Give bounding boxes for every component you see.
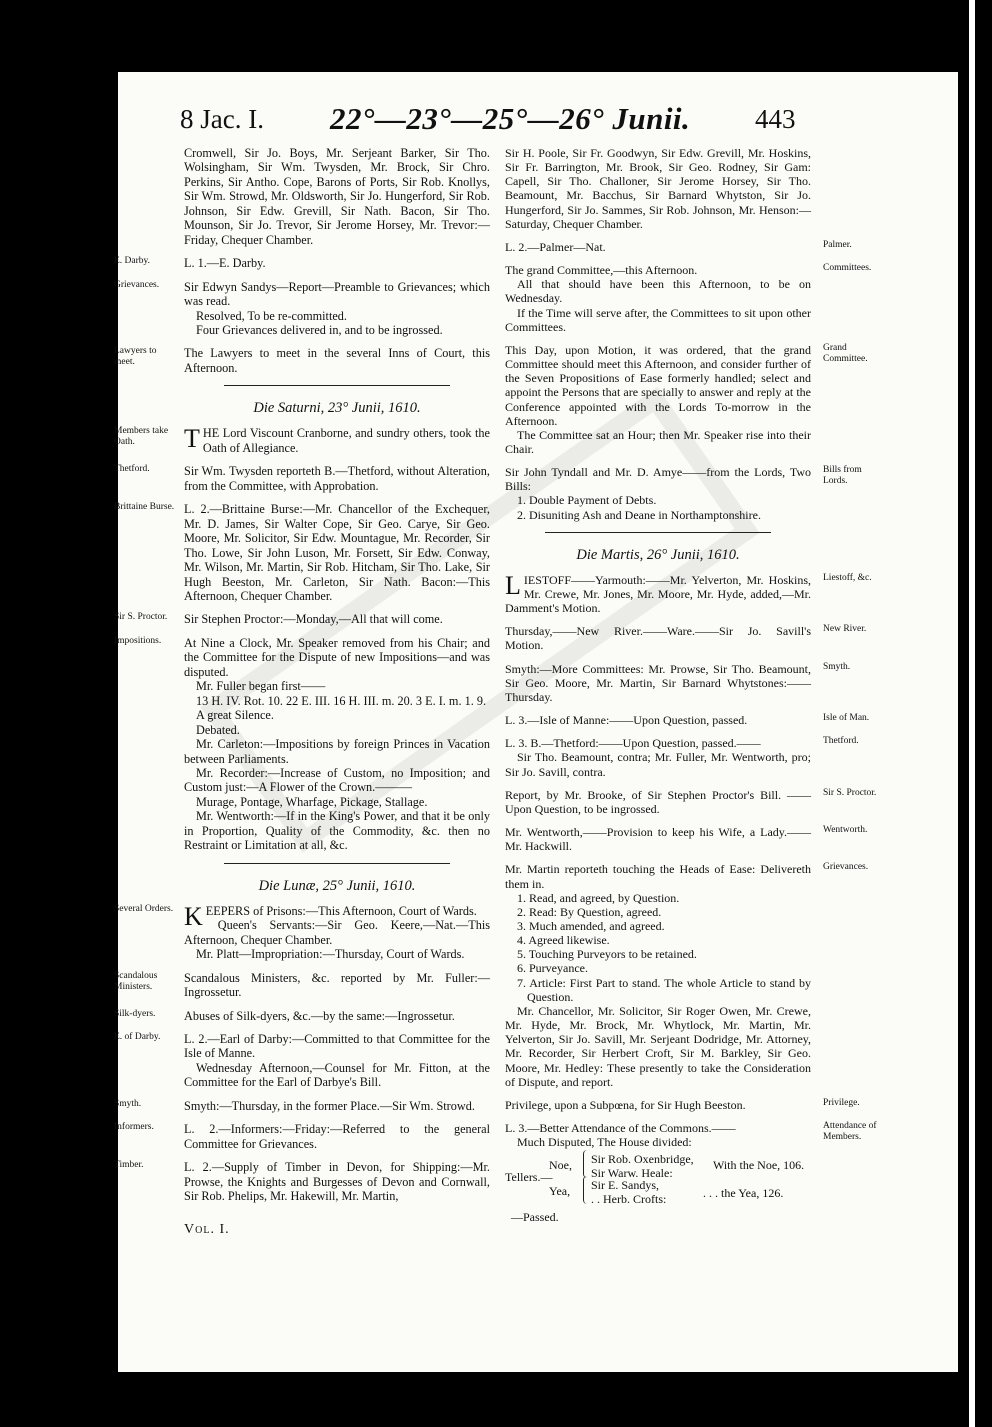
- entry-e-darby: [114, 256, 490, 271]
- margin-note: Thetford.: [823, 736, 859, 747]
- entry-smyth: [505, 661, 851, 704]
- entry-line: Mr. Wentworth,——Provision to keep his Wife, a Lady.——Mr. Hackwill.: [505, 825, 811, 854]
- margin-note: Thetford.: [114, 464, 150, 475]
- day-heading: Die Martis, 26° Junii, 1610.: [576, 546, 740, 563]
- entry-line: L. 2.—Informers:—Friday:—Referred to the general Committee for Grievances.: [184, 1122, 490, 1151]
- entry-new-river: [505, 624, 867, 653]
- entry-line: Mr. Platt—Impropriation:—Thursday, Court of Wards.: [196, 947, 465, 962]
- drop-cap: L: [505, 570, 521, 600]
- entry-line: The grand Committee,—this Afternoon.: [505, 263, 698, 278]
- entry-line: L. 2.—Brittaine Burse:—Mr. Chancellor of the Exchequer, Mr. D. James, Sir Walter Cope, Sir Geo. Carye, Sir Geo. Moore, Mr. Solicitor, Sir Edw. Mountague, Mr. Recorder, Sir Tho. Lowe, Sir John Luson, Mr. Forsett, Sir Edw. Conway, Mr. Wilson, Mr. Martin, Sir Rob. Hitcham, Sir Tho. Lake, Sir Hugh Beeston, Mr. Carleton, Sir Nath. Bacon:—This Afternoon, Chequer Chamber.: [184, 502, 490, 603]
- margin-note: Impositions.: [114, 635, 162, 646]
- entry-line: 5. Touching Purveyors to be retained.: [517, 947, 697, 962]
- entry-e-of-darby: [114, 1031, 490, 1090]
- tellers-label: Tellers.—: [505, 1170, 553, 1185]
- entry-committees: [505, 263, 872, 334]
- section-rule: [545, 532, 771, 533]
- entry-impositions: [114, 635, 490, 853]
- entry-line: HE Lord Viscount Cranborne, and sundry others, took the Oath of Allegiance.: [202, 426, 490, 455]
- volume-footer: Vol. I.: [184, 1222, 230, 1237]
- entry-thetford: [114, 464, 490, 493]
- entry-line-wrap: [184, 901, 490, 931]
- division-passed: —Passed.: [511, 1210, 559, 1225]
- entry-line: L. 2.—Earl of Darby:—Committed to that Committee for the Isle of Manne.: [184, 1031, 490, 1061]
- entry-line: 2. Disuniting Ash and Deane in Northamptonshire.: [517, 507, 761, 522]
- margin-note: Scandalous Ministers.: [114, 970, 158, 992]
- entry-line: The Committee sat an Hour; then Mr. Speaker rise into their Chair.: [505, 427, 811, 456]
- margin-note: Informers.: [114, 1122, 154, 1133]
- margin-note: Privilege.: [823, 1097, 860, 1108]
- entry-informers: [114, 1122, 490, 1151]
- margin-note: Lawyers to meet.: [114, 346, 157, 368]
- entry-smyth: [114, 1098, 490, 1113]
- margin-note: Brittaine Burse.: [114, 502, 175, 513]
- entry-thetford: [505, 736, 859, 779]
- entry-line: 7. Article: First Part to stand. The whole Article to stand by Question.: [517, 975, 811, 1004]
- entry-line: Mr. Recorder:—Increase of Custom, no Imposition; and Custom just:—A Flower of the Crown.———: [184, 765, 490, 795]
- margin-note: Smyth.: [823, 661, 851, 672]
- entry-line: 4. Agreed likewise.: [517, 933, 610, 948]
- entry-line-wrap: [505, 570, 811, 616]
- yea-teller-1: Sir E. Sandys,: [591, 1178, 660, 1193]
- right-black-border: [958, 0, 992, 1427]
- entry-line: Queen's Servants:—Sir Geo. Keere,—Nat.—This Afternoon, Chequer Chamber.: [184, 918, 490, 947]
- division-tellers: [505, 1154, 811, 1210]
- entry-line: 6. Purveyance.: [517, 961, 588, 976]
- noe-teller-1: Sir Rob. Oxenbridge,: [591, 1152, 694, 1167]
- yea-teller-2: . . Herb. Crofts:: [591, 1192, 667, 1207]
- entry-line: Thursday,——New River.——Ware.——Sir Jo. Savill's Motion.: [505, 624, 811, 653]
- entry-line: If the Time will serve after, the Committees to sit upon other Committees.: [505, 305, 811, 334]
- entry-line: 3. Much amended, and agreed.: [517, 918, 665, 933]
- entry-sir-s-proctor: [114, 612, 490, 627]
- entry-line: Smyth:—More Committees: Mr. Prowse, Sir Tho. Beamount, Sir Geo. Moore, Mr. Martin, Sir Barnard Whytstones:——Thursday.: [505, 661, 811, 704]
- day-heading: Die Lunæ, 25° Junii, 1610.: [258, 877, 416, 894]
- entry-line: 13 H. IV. Rot. 10. 22 E. III. 16 H. III. m. 20. 3 E. I. m. 1. 9.: [196, 693, 487, 708]
- entry-line: Wednesday Afternoon,—Counsel for Mr. Fitton, at the Committee for the Earl of Darbye's Bill.: [184, 1060, 490, 1090]
- page-number: 443: [755, 104, 796, 134]
- margin-note: Timber.: [114, 1160, 144, 1171]
- entry-line: L. 2.—Palmer—Nat.: [505, 239, 606, 254]
- margin-note: Grand Committee.: [823, 342, 868, 364]
- entry-line: Debated.: [196, 722, 240, 737]
- margin-note: Grievances.: [823, 862, 869, 873]
- margin-note: Members take Oath.: [114, 426, 169, 448]
- entry-line: Sir Wm. Twysden reporteth B.—Thetford, without Alteration, from the Committee, with Approbation.: [184, 464, 490, 493]
- entry-line: Abuses of Silk-dyers, &c.—by the same:—Ingrossetur.: [184, 1008, 455, 1023]
- entry-line: Resolved, To be re-committed.: [196, 308, 347, 323]
- entry-lawyers-to-meet: [114, 346, 490, 375]
- entry-line: At Nine a Clock, Mr. Speaker removed from his Chair; and the Committee for the Dispute of new Impositions—and was disputed.: [184, 635, 490, 679]
- margin-note: Sir S. Proctor.: [114, 612, 168, 623]
- entry-members-take-oath: [114, 424, 490, 455]
- margin-note: Silk-dyers.: [114, 1008, 156, 1019]
- entry-line: Smyth:—Thursday, in the former Place.—Sir Wm. Strowd.: [184, 1098, 475, 1113]
- noe-result: With the Noe, 106.: [713, 1158, 805, 1173]
- yea-label: Yea,: [549, 1184, 571, 1199]
- entry-line: 1. Read, and agreed, by Question.: [517, 890, 680, 905]
- entry-line: Mr. Chancellor, Mr. Solicitor, Sir Roger Owen, Mr. Crewe, Mr. Hyde, Mr. Brock, Mr. Whytlock, Mr. Martin, Mr. Yelverton, Sir Jo. Savill, Mr. Serjeant Dodridge, Mr. Attorney, Mr. Recorder, Sir Herbert Croft, Sir M. Barkley, Sir Geo. Moore, Mr. Hedley: These presently to take the Consideration of Dispute, and report.: [505, 1003, 811, 1089]
- entry-line: All that should have been this Afternoon, to be on Wednesday.: [505, 277, 811, 306]
- entry-line: Four Grievances delivered in, and to be ingrossed.: [196, 322, 443, 337]
- yea-brace: [583, 1176, 589, 1204]
- entry-silk-dyers: [114, 1008, 490, 1023]
- entry-line: A great Silence.: [196, 708, 274, 723]
- entry-line: Sir Stephen Proctor:—Monday,—All that will come.: [184, 612, 443, 627]
- entry-palmer: [505, 239, 852, 254]
- entry-wentworth: [505, 825, 868, 854]
- drop-cap: T: [184, 424, 200, 454]
- continued-paragraph: Sir H. Poole, Sir Fr. Goodwyn, Sir Edw. Grevill, Mr. Hoskins, Sir Fr. Barrington, Mr. Brook, Sir Geo. Rodney, Sir Gam: Capell, Sir Tho. Challoner, Sir Jerome Horsey, Sir Tho. Beamount, Mr. Bacchus, Sir Barnard Whytston, Sir Jo. Hungerford, Sir Jo. Sammes, Sir Rob. Johnson, Mr. Henson:—Saturday, Chequer Chamber.: [505, 146, 811, 231]
- entry-line: Mr. Wentworth:—If in the King's Power, and that it be only in Proportion, Quality of the Commodity, &c. then no Restraint or Limitation at all, &c.: [184, 809, 490, 853]
- margin-note: E. of Darby.: [114, 1031, 161, 1042]
- entry-line: Murage, Pontage, Wharfage, Pickage, Stallage.: [196, 794, 428, 809]
- entry-line: Sir Tho. Beamount, contra; Mr. Fuller, Mr. Wentworth, pro; Sir Jo. Savill, contra.: [505, 750, 811, 779]
- margin-note: Palmer.: [823, 239, 852, 250]
- entry-brittaine-burse: [114, 502, 490, 603]
- margin-note: Wentworth.: [823, 825, 868, 836]
- continued-paragraph: Cromwell, Sir Jo. Boys, Mr. Serjeant Barker, Sir Tho. Wolsingham, Sir Wm. Twysden, Mr. Brock, Sir Chro. Perkins, Sir Antho. Cope, Barons of Ports, Sir Rob. Knollys, Sir Wm. Strowd, Mr. Oldsworth, Sir Jo. Hungerford, Sir Rob. Johnson, Sir Edw. Grevill, Sir Nath. Bacon, Sir Tho. Mounson, Sir Jo. Trevor, Sir Jerome Horsey, Mr. Trevor:—Friday, Chequer Chamber.: [184, 146, 490, 247]
- entry-grievances: [114, 279, 490, 338]
- margin-note: Isle of Man.: [823, 713, 870, 724]
- entry-privilege: [505, 1097, 860, 1112]
- entry-line: The Lawyers to meet in the several Inns of Court, this Afternoon.: [184, 346, 490, 375]
- margin-note: Attendance of Members.: [823, 1121, 877, 1142]
- regnal-year: 8 Jac. I.: [180, 104, 264, 134]
- entry-line: Sir Edwyn Sandys—Report—Preamble to Grievances; which was read.: [184, 279, 490, 309]
- margin-note: New River.: [823, 624, 867, 635]
- noe-label: Noe,: [549, 1158, 572, 1173]
- entry-line: L. 3.—Isle of Manne:——Upon Question, passed.: [505, 713, 748, 728]
- entry-grand-committee: [505, 342, 868, 456]
- entry-line: 2. Read: By Question, agreed.: [517, 904, 662, 919]
- entry-grievances: [505, 862, 869, 1089]
- left-column: [114, 146, 490, 1209]
- entry-timber: [114, 1160, 490, 1204]
- margin-note: Smyth.: [114, 1098, 142, 1109]
- entry-line: IESTOFF——Yarmouth:——Mr. Yelverton, Mr. Hoskins, Mr. Crewe, Mr. Jones, Mr. Moore, Mr. Hyde, added,—Mr. Damment's Motion.: [505, 572, 811, 616]
- entry-line: Mr. Fuller began first——: [196, 679, 326, 694]
- drop-cap: K: [184, 901, 203, 931]
- entry-sir-s-proctor: [505, 787, 877, 816]
- entry-line: Privilege, upon a Subpœna, for Sir Hugh Beeston.: [505, 1097, 746, 1112]
- entry-bills-from-lords: [505, 465, 862, 522]
- margin-note: Liestoff, &c.: [823, 572, 872, 583]
- entry-line: Scandalous Ministers, &c. reported by Mr. Fuller:—Ingrossetur.: [184, 970, 490, 1000]
- entry-line: EEPERS of Prisons:—This Afternoon, Court of Wards.: [205, 903, 477, 918]
- right-column: [505, 146, 877, 1225]
- entry-line: Much Disputed, The House divided:: [517, 1135, 692, 1150]
- entry-line: L. 1.—E. Darby.: [184, 256, 266, 271]
- margin-note: Sir S. Proctor.: [823, 787, 877, 798]
- entry-isle-of-man: [505, 713, 870, 728]
- entry-line: Mr. Martin reporteth touching the Heads of Ease: Delivereth them in.: [505, 862, 811, 891]
- entry-line: L. 3.—Better Attendance of the Commons.——: [505, 1121, 736, 1136]
- day-heading: Die Saturni, 23° Junii, 1610.: [253, 400, 421, 417]
- entry-scandalous-ministers: [114, 970, 490, 1000]
- yea-result: . . . the Yea, 126.: [703, 1186, 784, 1201]
- margin-note: Grievances.: [114, 279, 160, 290]
- entry-line: This Day, upon Motion, it was ordered, that the grand Committee should meet this Afternoon, and consider further of the Seven Propositions of Ease formerly handled; select and appoint the Persons that are specially to answer and reply at the Conference appointed with the Lords To-morrow in the Afternoon.: [505, 342, 811, 428]
- entry-several-orders: [114, 901, 490, 962]
- margin-note: Several Orders.: [114, 903, 174, 914]
- page-header: [180, 101, 820, 144]
- entry-line: 1. Double Payment of Debts.: [517, 493, 657, 508]
- margin-note: E. Darby.: [114, 256, 151, 267]
- margin-note: Bills from Lords.: [823, 465, 862, 487]
- entry-line: L. 2.—Supply of Timber in Devon, for Shipping:—Mr. Prowse, the Knights and Burgesses of Devon and Cornwall, Sir Rob. Phelips, Mr. Hakewill, Mr. Martin,: [184, 1160, 490, 1204]
- margin-note: Committees.: [823, 263, 872, 274]
- section-rule: [224, 385, 450, 386]
- page-dates: 22°—23°—25°—26° Junii.: [330, 101, 691, 136]
- noe-teller-2: Sir Warw. Heale:: [591, 1166, 673, 1181]
- entry-line: Sir John Tyndall and Mr. D. Amye——from the Lords, Two Bills:: [505, 465, 811, 494]
- entry-attendance-of-members: [505, 1121, 877, 1150]
- entry-line: Mr. Carleton:—Impositions by foreign Princes in Vacation between Parliaments.: [184, 737, 490, 766]
- entry-liestoff-c: [505, 570, 872, 616]
- right-edge-strip: [969, 0, 975, 1427]
- noe-brace: [583, 1150, 589, 1178]
- section-rule: [224, 863, 450, 864]
- entry-line-wrap: [184, 426, 490, 455]
- entry-line: L. 3. B.—Thetford:——Upon Question, passed.——: [505, 736, 761, 751]
- entry-line: Report, by Mr. Brooke, of Sir Stephen Proctor's Bill. ——Upon Question, to be ingrossed.: [505, 787, 811, 816]
